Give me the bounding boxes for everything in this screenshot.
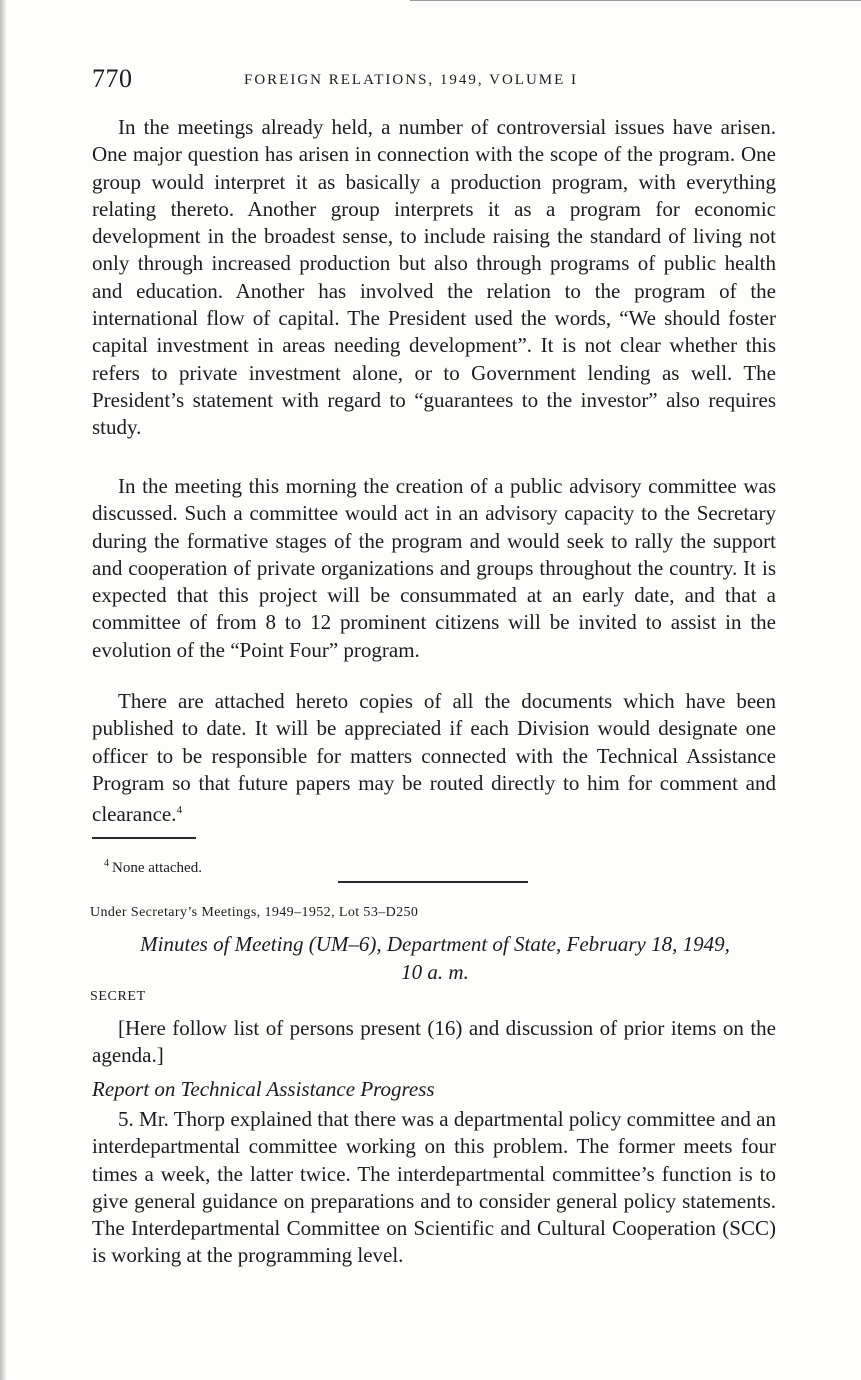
- page-binding-shadow: [0, 0, 6, 1380]
- paragraph-controversial-issues: In the meetings already held, a number of controversial issues have arisen. One major question has arisen in connection with the scope of the program. One group would interpret it as basically a production program, with everything relating thereto. Another group interprets it as a program for economic development in the broadest sense, to include raising the standard of living not only through increased production but also through programs of public health and education. Another has involved the relation to the program of the international flow of capital. The President used the words, “We should foster capital investment in areas needing development”. It is not clear whether this refers to private investment alone, or to Government lending as well. The President’s statement with regard to “guarantees to the investor” also requires study.: [92, 115, 776, 440]
- document-title: [90, 930, 780, 986]
- footnote-rule: [92, 837, 196, 839]
- paragraph-advisory-committee: In the meeting this morning the creation of a public advisory committee was discussed. Such a committee would act in an advisory capacity to the Secretary during the formative stages of the program and would seek to rally the support and cooperation of private organizations and groups throughout the country. It is expected that this project will be consummated at an early date, and that a committee of from 8 to 12 prominent citizens will be invited to assist in the evolution of the “Point Four” program.: [92, 474, 776, 662]
- page-header: [92, 62, 782, 96]
- footnote-marker: 4: [104, 858, 109, 869]
- footnote: [104, 853, 202, 879]
- paragraph-editorial-note: [Here follow list of persons present (16) and discussion of prior items on the agenda.]: [92, 1016, 776, 1068]
- page-top-rule: [410, 0, 861, 1]
- running-head: FOREIGN RELATIONS, 1949, VOLUME I: [244, 72, 579, 88]
- document-title-line1: Minutes of Meeting (UM–6), Department of State, February 18, 1949,: [140, 932, 730, 956]
- paragraph-attached-documents-text: There are attached hereto copies of all the documents which have been published to date. It will be appreciated if each Division would designate one officer to be responsible for matters connected with the Technical Assistance Program so that future papers may be routed directly to him for comment and clearance.: [92, 689, 776, 827]
- paragraph-thorp-report: 5. Mr. Thorp explained that there was a departmental policy committee and an interdepartmental committee working on this problem. The former meets four times a week, the latter twice. The interdepartmental committee’s function is to give general guidance on preparations and to consider general policy statements. The Interdepartmental Committee on Scientific and Cultural Cooperation (SCC) is working at the programming level.: [92, 1107, 776, 1268]
- section-heading: Report on Technical Assistance Progress: [92, 1077, 435, 1101]
- classification-marking: SECRET: [90, 989, 146, 1004]
- footnote-text: None attached.: [112, 860, 202, 876]
- section-separator-rule: [338, 881, 528, 883]
- document-source: Under Secretary’s Meetings, 1949–1952, Lot 53–D250: [90, 905, 419, 920]
- page-number: 770: [92, 64, 133, 93]
- footnote-reference: 4: [176, 804, 183, 817]
- document-title-line2: 10 a. m.: [401, 960, 469, 984]
- paragraph-attached-documents: [92, 688, 776, 828]
